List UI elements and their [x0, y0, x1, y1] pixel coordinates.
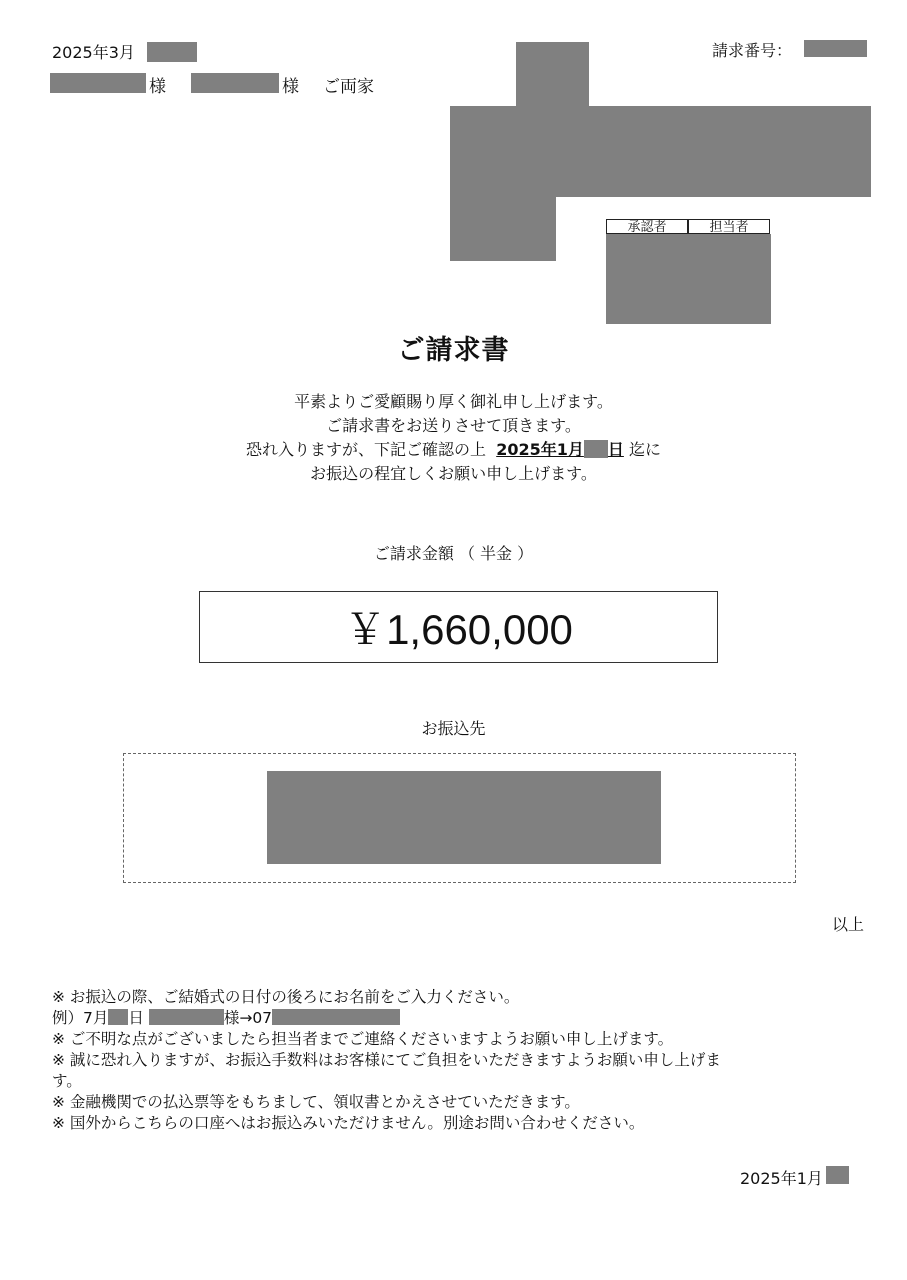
intro-line: ご請求書をお送りさせて頂きます。 — [326, 416, 581, 435]
footer-date: 2025年1月 — [740, 1169, 823, 1188]
redaction — [516, 42, 589, 107]
redaction — [826, 1166, 849, 1184]
redaction — [108, 1009, 128, 1025]
recipient-family: ご両家 — [323, 77, 374, 97]
redaction — [606, 234, 771, 324]
amount-value: ￥1,660,000 — [344, 606, 573, 653]
example-suffix: 様→07 — [223, 1009, 273, 1027]
note-line: ※ 金融機関での払込票等をもちまして、領収書とかえさせていただきます。 — [52, 1093, 580, 1111]
redaction — [450, 106, 871, 197]
redaction — [267, 771, 661, 864]
redaction — [191, 73, 279, 93]
invoice-number-label: 請求番号： — [712, 41, 793, 60]
approver-label: 承認者 — [606, 219, 688, 234]
intro-text — [0, 390, 907, 486]
amount-label: ご請求金額 （ 半金 ） — [373, 544, 534, 563]
example-day: 日 — [128, 1009, 144, 1027]
bank-label: お振込先 — [421, 719, 486, 738]
redaction — [450, 196, 556, 261]
staff-label: 担当者 — [688, 219, 770, 234]
amount-box — [199, 591, 718, 663]
recipient-suffix: 様 — [149, 77, 166, 97]
intro-deadline-suffix: 迄に — [628, 440, 661, 459]
intro-line: お振込の程宜しくお願い申し上げます。 — [310, 464, 597, 483]
note-line: ※ 国外からこちらの口座へはお振込みいただけません。別途お問い合わせください。 — [52, 1114, 645, 1132]
redaction — [50, 73, 146, 93]
redaction — [147, 42, 197, 62]
note-line: ※ 誠に恐れ入りますが、お振込手数料はお客様にてご負担をいただきますようお願い申し上げま — [52, 1051, 721, 1069]
redaction — [804, 40, 867, 57]
intro-line: 平素よりご愛顧賜り厚く御礼申し上げます。 — [294, 392, 613, 411]
deadline-date-a: 2025年1月 — [496, 440, 584, 459]
document-title: ご請求書 — [397, 335, 510, 366]
note-line: す。 — [52, 1072, 82, 1090]
note-line: ※ ご不明な点がございましたら担当者までご連絡くださいますようお願い申し上げます。 — [52, 1030, 674, 1048]
stamp-table — [606, 219, 770, 234]
redaction — [584, 440, 608, 458]
recipient-suffix: 様 — [282, 77, 299, 97]
notes — [52, 987, 721, 1134]
intro-deadline-prefix: 恐れ入りますが、下記ご確認の上 — [246, 440, 487, 459]
redaction — [272, 1009, 400, 1025]
intro-line-deadline — [0, 438, 907, 462]
example-prefix: 例）7月 — [52, 1009, 109, 1027]
closing-text: 以上 — [832, 915, 865, 934]
redaction — [149, 1009, 224, 1025]
note-example — [52, 1008, 721, 1029]
deadline-date-b: 日 — [607, 440, 624, 459]
note-line: ※ お振込の際、ご結婚式の日付の後ろにお名前をご入力ください。 — [52, 988, 520, 1006]
issue-date: 2025年3月 — [52, 43, 135, 62]
